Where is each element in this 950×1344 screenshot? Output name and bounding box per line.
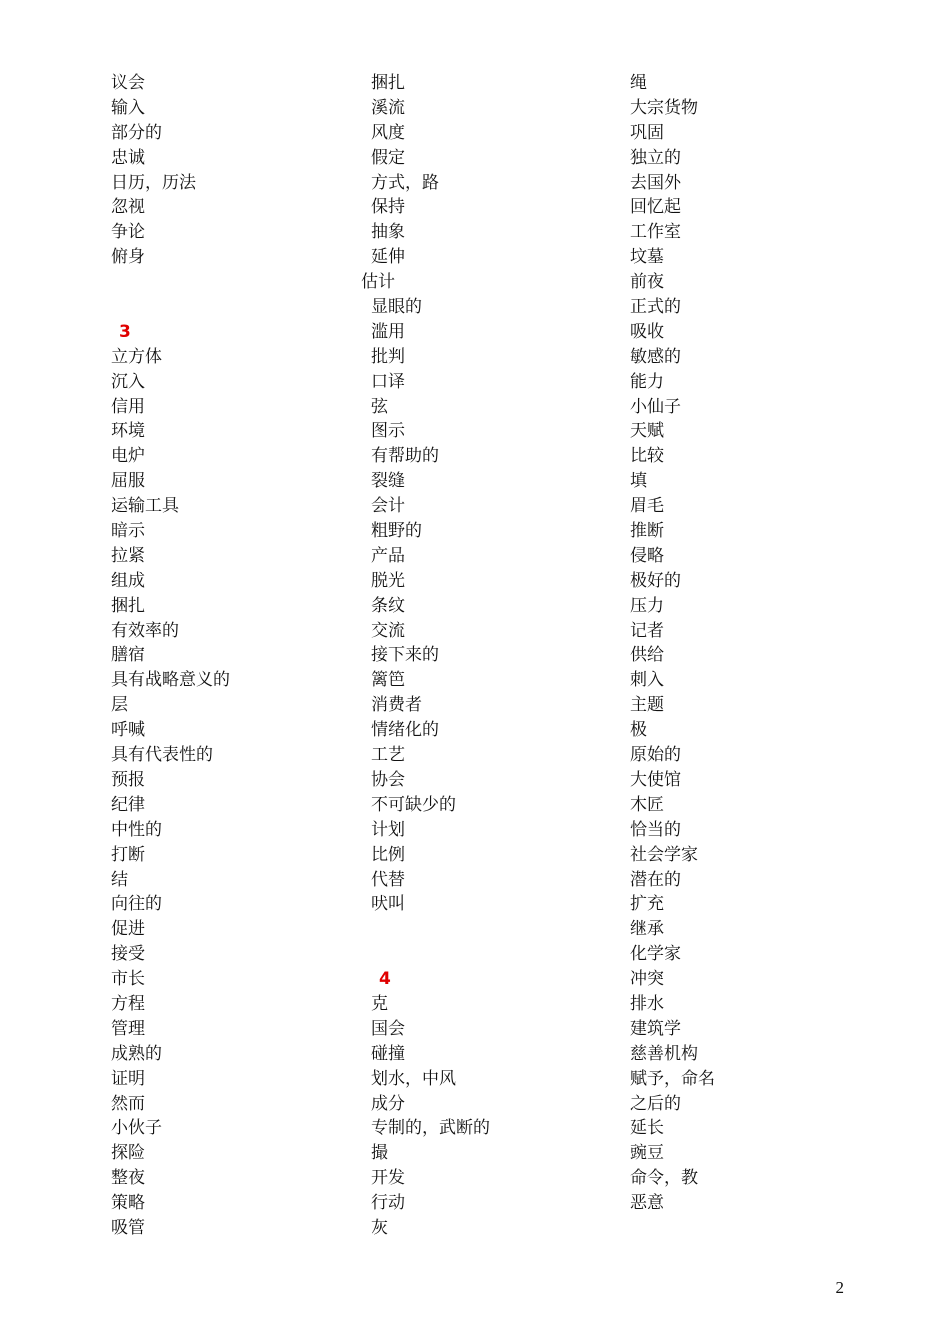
vocab-word: 大宗货物 bbox=[630, 97, 698, 118]
vocab-word: 部分的 bbox=[111, 122, 162, 143]
vocab-word: 吸管 bbox=[111, 1217, 145, 1238]
vocab-word: 具有战略意义的 bbox=[111, 670, 230, 691]
vocab-word: 策略 bbox=[111, 1193, 145, 1214]
vocab-word: 批判 bbox=[371, 346, 405, 367]
vocab-word: 结 bbox=[111, 869, 128, 890]
vocab-word: 推断 bbox=[630, 521, 664, 542]
vocab-word: 巩固 bbox=[630, 122, 664, 143]
vocab-word: 膳宿 bbox=[111, 645, 145, 666]
vocab-word: 行动 bbox=[371, 1193, 405, 1214]
vocab-word: 议会 bbox=[111, 73, 145, 93]
vocab-word: 极好的 bbox=[630, 570, 681, 591]
vocab-word: 日历，历法 bbox=[111, 172, 196, 193]
vocab-word: 坟墓 bbox=[630, 247, 664, 268]
vocab-word: 俯身 bbox=[111, 247, 145, 268]
vocab-word: 供给 bbox=[630, 645, 664, 666]
blank-line bbox=[111, 270, 351, 295]
vocab-word: 国会 bbox=[371, 1018, 405, 1039]
vocab-word: 大使馆 bbox=[630, 769, 681, 790]
vocab-word: 沉入 bbox=[111, 371, 145, 392]
vocab-word: 接受 bbox=[111, 944, 145, 965]
vocab-word: 信用 bbox=[111, 396, 145, 417]
vocab-word: 去国外 bbox=[630, 172, 681, 193]
vocab-word: 前夜 bbox=[630, 272, 664, 293]
vocab-word: 敏感的 bbox=[630, 346, 681, 367]
vocab-word: 比例 bbox=[371, 844, 405, 865]
vocab-word: 口译 bbox=[371, 371, 405, 392]
vocab-word: 代替 bbox=[371, 869, 405, 890]
vocab-word: 溪流 bbox=[371, 97, 405, 118]
vocab-word: 社会学家 bbox=[630, 844, 698, 865]
vocab-word: 成熟的 bbox=[111, 1043, 162, 1064]
vocab-word: 协会 bbox=[371, 769, 405, 790]
vocab-word: 市长 bbox=[111, 969, 145, 990]
vocab-word: 忽视 bbox=[111, 197, 145, 218]
vocab-word: 整夜 bbox=[111, 1168, 145, 1189]
vocab-word: 木匠 bbox=[630, 794, 664, 815]
vocab-word: 恶意 bbox=[630, 1193, 664, 1214]
vocab-word: 潜在的 bbox=[630, 869, 681, 890]
vocab-word: 消费者 bbox=[371, 695, 422, 716]
vocab-word: 吸收 bbox=[630, 321, 664, 342]
vocab-word: 工艺 bbox=[371, 745, 405, 766]
vocab-word: 能力 bbox=[630, 371, 664, 392]
vocab-word: 屈服 bbox=[111, 471, 145, 492]
vocab-word: 显眼的 bbox=[371, 297, 422, 318]
vocab-word: 延长 bbox=[630, 1118, 664, 1139]
vocab-word: 记者 bbox=[630, 620, 664, 641]
vocab-word: 证明 bbox=[111, 1068, 145, 1089]
vocab-word: 拉紧 bbox=[111, 545, 145, 566]
vocab-word: 延伸 bbox=[371, 247, 405, 268]
vocab-word: 争论 bbox=[111, 222, 145, 243]
vocab-word: 会计 bbox=[371, 496, 405, 517]
vocab-word: 刺入 bbox=[630, 670, 664, 691]
vocab-word: 向往的 bbox=[111, 894, 162, 915]
section-number: 3 bbox=[119, 321, 131, 342]
vocab-word: 化学家 bbox=[630, 944, 681, 965]
vocab-word: 碰撞 bbox=[371, 1043, 405, 1064]
vocab-word: 计划 bbox=[371, 819, 405, 840]
vocab-word: 眉毛 bbox=[630, 496, 664, 517]
vocab-word: 输入 bbox=[111, 97, 145, 118]
vocab-word: 扩充 bbox=[630, 894, 664, 915]
page-number: 2 bbox=[835, 1278, 844, 1297]
word-column-3 bbox=[630, 71, 870, 1216]
word-column-2 bbox=[361, 71, 611, 1241]
vocab-word: 豌豆 bbox=[630, 1143, 664, 1164]
vocab-word: 排水 bbox=[630, 993, 664, 1014]
vocab-word: 篱笆 bbox=[371, 670, 405, 691]
vocab-word: 抽象 bbox=[371, 222, 405, 243]
vocab-word: 促进 bbox=[111, 919, 145, 940]
vocab-word: 立方体 bbox=[111, 346, 162, 367]
vocab-word: 然而 bbox=[111, 1093, 145, 1114]
vocab-word: 绳 bbox=[630, 73, 647, 93]
vocab-word: 组成 bbox=[111, 570, 145, 591]
vocab-word: 撮 bbox=[371, 1143, 388, 1164]
vocab-word: 小仙子 bbox=[630, 396, 681, 417]
vocab-word: 回忆起 bbox=[630, 197, 681, 218]
blank-line bbox=[371, 917, 611, 942]
vocab-word: 环境 bbox=[111, 421, 145, 442]
vocab-word: 有效率的 bbox=[111, 620, 179, 641]
vocab-word: 电炉 bbox=[111, 446, 145, 467]
vocab-word: 灰 bbox=[371, 1217, 388, 1238]
vocab-word: 交流 bbox=[371, 620, 405, 641]
vocab-word: 极 bbox=[630, 720, 647, 741]
vocab-word: 脱光 bbox=[371, 570, 405, 591]
vocab-word: 忠诚 bbox=[111, 147, 145, 168]
vocab-word: 之后的 bbox=[630, 1093, 681, 1114]
vocab-word: 侵略 bbox=[630, 545, 664, 566]
vocab-word: 呼喊 bbox=[111, 720, 145, 741]
vocab-word: 探险 bbox=[111, 1143, 145, 1164]
vocab-word: 恰当的 bbox=[630, 819, 681, 840]
vocab-word: 吠叫 bbox=[371, 894, 405, 915]
vocab-word: 中性的 bbox=[111, 819, 162, 840]
vocab-word: 捆扎 bbox=[371, 73, 405, 93]
vocab-word: 滥用 bbox=[371, 321, 405, 342]
vocab-word: 划水，中风 bbox=[371, 1068, 456, 1089]
vocab-word: 暗示 bbox=[111, 521, 145, 542]
vocab-word: 成分 bbox=[371, 1093, 405, 1114]
vocab-word: 建筑学 bbox=[630, 1018, 681, 1039]
vocab-word: 填 bbox=[630, 471, 647, 492]
vocab-word: 假定 bbox=[371, 147, 405, 168]
vocab-word: 方程 bbox=[111, 993, 145, 1014]
vocab-word: 弦 bbox=[371, 396, 388, 417]
vocab-word: 具有代表性的 bbox=[111, 745, 213, 766]
vocab-word: 风度 bbox=[371, 122, 405, 143]
vocab-word: 裂缝 bbox=[371, 471, 405, 492]
vocab-word: 工作室 bbox=[630, 222, 681, 243]
vocab-word: 比较 bbox=[630, 446, 664, 467]
section-number: 4 bbox=[379, 969, 391, 990]
word-column-1 bbox=[111, 71, 351, 1241]
vocab-word: 层 bbox=[111, 695, 128, 716]
vocab-word: 正式的 bbox=[630, 297, 681, 318]
vocab-word: 保持 bbox=[371, 197, 405, 218]
vocab-word: 命令，教 bbox=[630, 1168, 698, 1189]
vocab-word: 估计 bbox=[361, 272, 395, 293]
blank-line bbox=[371, 942, 611, 967]
vocab-word: 捆扎 bbox=[111, 595, 145, 616]
vocab-word: 原始的 bbox=[630, 745, 681, 766]
vocab-word: 粗野的 bbox=[371, 521, 422, 542]
vocab-word: 主题 bbox=[630, 695, 664, 716]
vocab-word: 管理 bbox=[111, 1018, 145, 1039]
vocab-word: 继承 bbox=[630, 919, 664, 940]
vocab-word: 天赋 bbox=[630, 421, 664, 442]
vocab-word: 条纹 bbox=[371, 595, 405, 616]
vocab-word: 预报 bbox=[111, 769, 145, 790]
vocab-word: 慈善机构 bbox=[630, 1043, 698, 1064]
vocab-word: 产品 bbox=[371, 545, 405, 566]
vocab-word: 不可缺少的 bbox=[371, 794, 456, 815]
vocab-word: 图示 bbox=[371, 421, 405, 442]
vocab-word: 有帮助的 bbox=[371, 446, 439, 467]
vocab-word: 接下来的 bbox=[371, 645, 439, 666]
vocab-word: 专制的，武断的 bbox=[371, 1118, 490, 1139]
vocab-word: 情绪化的 bbox=[371, 720, 439, 741]
vocab-word: 打断 bbox=[111, 844, 145, 865]
vocab-word: 纪律 bbox=[111, 794, 145, 815]
vocab-word: 冲突 bbox=[630, 969, 664, 990]
vocab-word: 赋予，命名 bbox=[630, 1068, 715, 1089]
vocab-word: 克 bbox=[371, 993, 388, 1014]
vocab-word: 小伙子 bbox=[111, 1118, 162, 1139]
vocab-word: 运输工具 bbox=[111, 496, 179, 517]
vocab-word: 方式，路 bbox=[371, 172, 439, 193]
blank-line bbox=[111, 295, 351, 320]
vocab-word: 压力 bbox=[630, 595, 664, 616]
vocab-word: 独立的 bbox=[630, 147, 681, 168]
vocab-word: 开发 bbox=[371, 1168, 405, 1189]
